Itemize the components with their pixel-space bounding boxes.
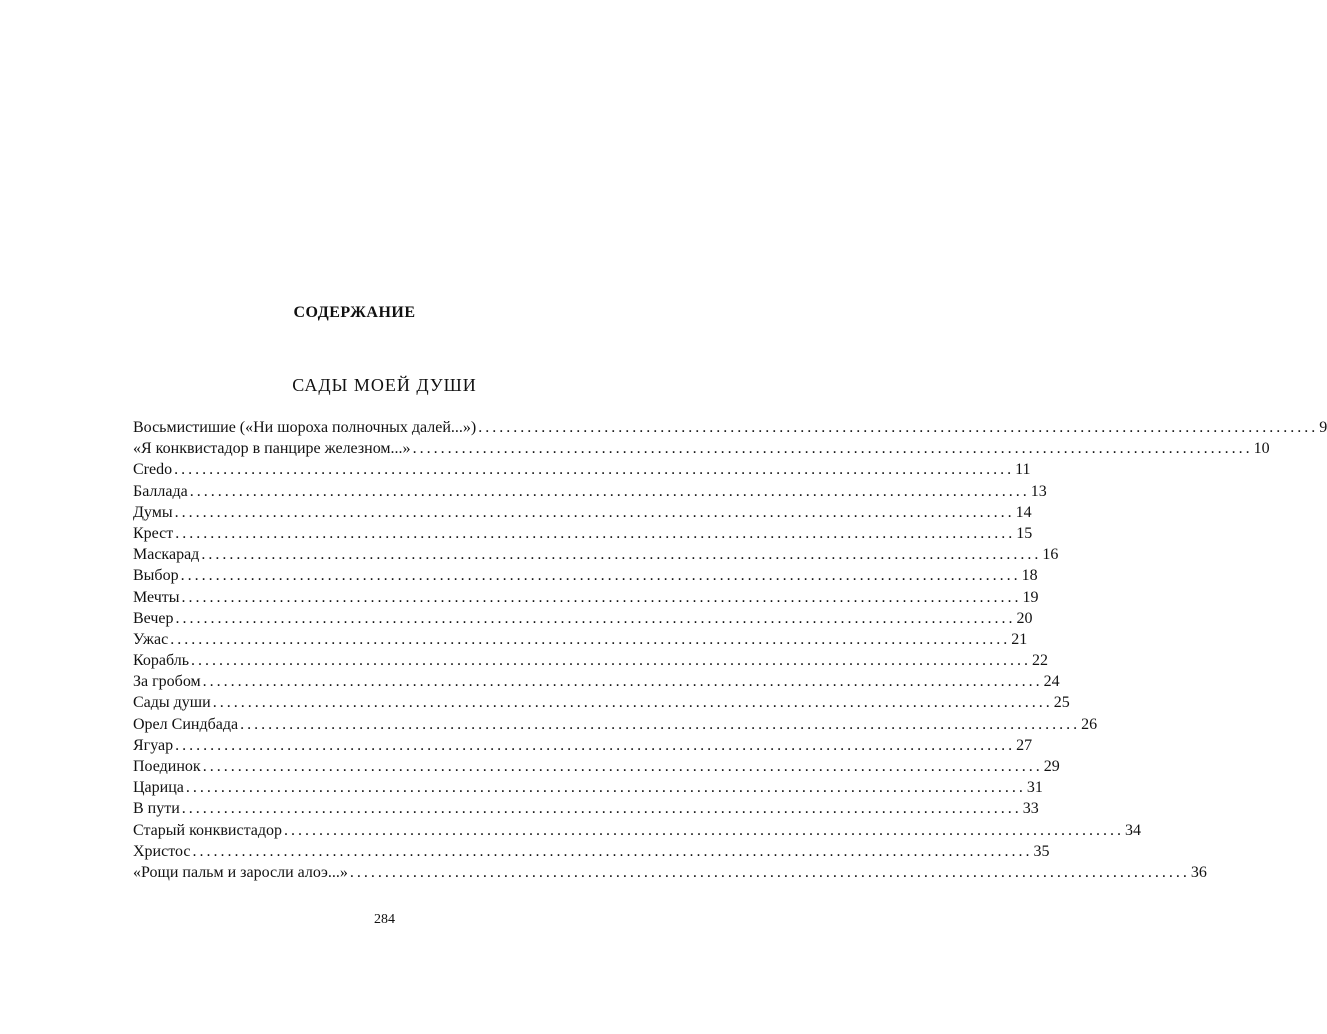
- toc-entry-title: Старый конквистадор: [133, 821, 283, 839]
- page-number: 284: [374, 912, 395, 927]
- toc-leader-dots: ........................................................................................................................: [175, 524, 1016, 542]
- toc-leader-dots: ........................................................................................................................: [284, 821, 1125, 839]
- toc-entry-page: 22: [1032, 652, 1048, 670]
- toc-leader-dots: ........................................................................................................................: [192, 842, 1033, 860]
- toc-entry-page: 18: [1021, 567, 1038, 585]
- toc-entry-page: 9: [1319, 419, 1327, 436]
- toc-leader-dots: ........................................................................................................................: [170, 630, 1011, 648]
- toc-entry-title: Мечты: [133, 588, 180, 606]
- toc-leader-dots: ........................................................................................................................: [212, 694, 1053, 712]
- toc-entry-page: 19: [1022, 588, 1039, 606]
- toc-entry-page: 24: [1043, 673, 1060, 691]
- toc-leader-dots: ........................................................................................................................: [175, 609, 1016, 627]
- toc-entry-title: Маскарад: [133, 546, 200, 564]
- toc-entry-page: 16: [1042, 546, 1059, 564]
- toc-entry: [133, 692, 1070, 713]
- page-title: СОДЕРЖАНИЕ: [293, 304, 416, 321]
- toc-entry: [133, 841, 1050, 862]
- toc-entry: [133, 798, 1039, 819]
- toc-leader-dots: ........................................................................................................................: [240, 715, 1081, 733]
- toc-entry: [133, 587, 1039, 608]
- toc-entry-title: Credo: [133, 461, 173, 479]
- toc-entry: [133, 523, 1033, 544]
- toc-leader-dots: ........................................................................................................................: [181, 588, 1022, 606]
- toc-entry: [133, 671, 1060, 692]
- toc-entry-title: Корабль: [133, 652, 189, 670]
- toc-entry-title: Сады души: [133, 694, 211, 712]
- toc-leader-dots: ........................................................................................................................: [185, 779, 1026, 797]
- toc-entry: [133, 438, 1270, 459]
- toc-entry-page: 13: [1030, 482, 1047, 500]
- toc-entry-page: 21: [1011, 630, 1028, 648]
- toc-entry-page: 20: [1016, 609, 1033, 627]
- toc-entry: [133, 417, 1327, 438]
- toc-entry-page: 36: [1190, 863, 1207, 881]
- section-title-text: САДЫ МОЕЙ ДУШИ: [292, 375, 477, 395]
- toc-entry-title: Поединок: [133, 758, 201, 775]
- toc-leader-dots: ........................................................................................................................: [412, 440, 1253, 458]
- toc-leader-dots: ........................................................................................................................: [174, 461, 1015, 479]
- toc-entry-page: 27: [1016, 736, 1033, 754]
- toc-entry: [133, 862, 1207, 883]
- toc-leader-dots: ........................................................................................................................: [478, 419, 1319, 436]
- toc-entry-title: За гробом: [133, 673, 201, 691]
- toc-entry-title: В пути: [133, 800, 180, 818]
- toc-entry-page: 14: [1015, 503, 1032, 521]
- toc-entry-title: «Я конквистадор в панцире железном...»: [133, 440, 411, 458]
- toc-entry-page: 33: [1022, 800, 1039, 818]
- toc-entry: [133, 608, 1033, 629]
- toc-entry-title: Вечер: [133, 609, 174, 627]
- toc-entry-page: 11: [1015, 461, 1031, 479]
- toc-leader-dots: ........................................................................................................................: [174, 503, 1015, 521]
- toc-entry-title: Выбор: [133, 567, 179, 585]
- toc-entry: [133, 502, 1032, 523]
- toc-entry: [133, 544, 1059, 565]
- toc-entry: [133, 629, 1028, 650]
- toc-entry-title: Думы: [133, 503, 173, 521]
- toc-entry-title: Крест: [133, 524, 174, 542]
- toc-entry: [133, 650, 1048, 671]
- toc-entry-title: Ягуар: [133, 736, 174, 754]
- toc-entry-page: 10: [1253, 440, 1270, 458]
- toc-entry-page: 34: [1125, 821, 1142, 839]
- toc-entry-title: Баллада: [133, 482, 188, 500]
- toc-leader-dots: ........................................................................................................................: [180, 567, 1021, 585]
- toc-entry-page: 15: [1016, 524, 1033, 542]
- toc-entry-page: 35: [1033, 842, 1050, 860]
- toc-leader-dots: ........................................................................................................................: [175, 736, 1016, 754]
- toc-entry-title: Царица: [133, 779, 184, 797]
- toc-leader-dots: ........................................................................................................................: [181, 800, 1022, 818]
- toc-entry-title: «Рощи пальм и заросли алоэ...»: [133, 863, 348, 881]
- toc-leader-dots: ........................................................................................................................: [349, 863, 1190, 881]
- toc-entry-title: Восьмистишие («Ни шороха полночных далей...»): [133, 419, 477, 436]
- toc-entry-title: Ужас: [133, 630, 169, 648]
- toc-leader-dots: ........................................................................................................................: [189, 482, 1030, 500]
- toc-leader-dots: ........................................................................................................................: [202, 673, 1043, 691]
- toc-leader-dots: ........................................................................................................................: [202, 758, 1043, 775]
- toc-leader-dots: ........................................................................................................................: [191, 652, 1031, 670]
- toc-entry: [133, 481, 1047, 502]
- toc-entry: [133, 565, 1038, 586]
- toc-entry: [133, 459, 1031, 480]
- toc-entry-page: 25: [1053, 694, 1070, 712]
- toc-entry: [133, 820, 1142, 841]
- section-title: [0, 375, 769, 396]
- toc-entry: [133, 714, 1098, 735]
- toc-entry-page: 31: [1026, 779, 1043, 797]
- toc-entry-title: Христос: [133, 842, 191, 860]
- table-of-contents: [133, 417, 1327, 883]
- toc-entry: [133, 735, 1033, 756]
- toc-entry: [133, 777, 1043, 798]
- toc-entry-title: Орел Синдбада: [133, 715, 239, 733]
- toc-entry-page: 26: [1081, 715, 1098, 733]
- toc-entry-page: 29: [1043, 758, 1060, 775]
- toc-entry: [133, 756, 1060, 777]
- toc-leader-dots: ........................................................................................................................: [201, 546, 1042, 564]
